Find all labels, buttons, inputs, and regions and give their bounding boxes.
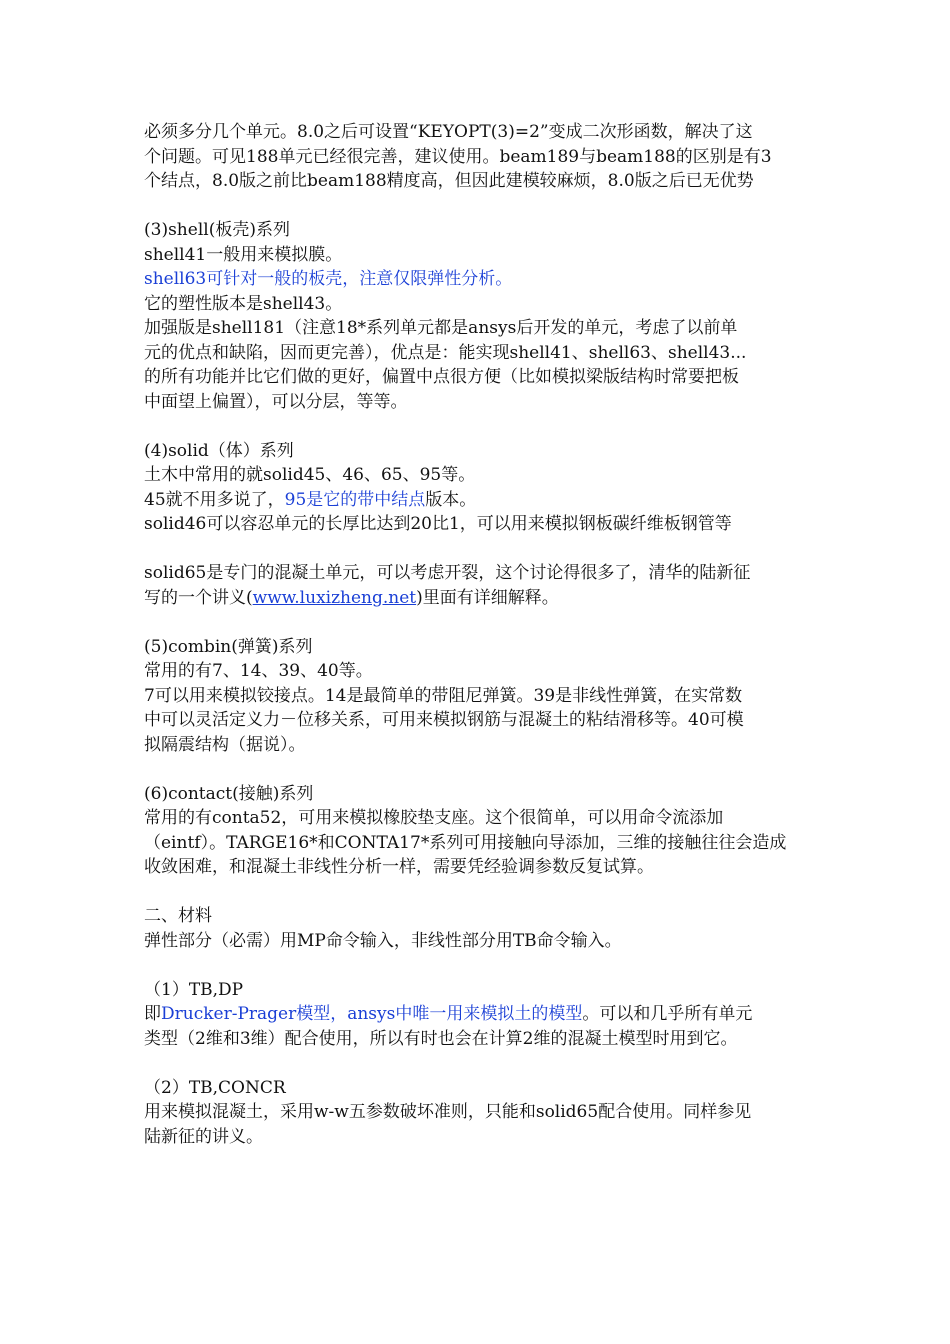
paragraph-line: 弹性部分（必需）用MP命令输入，非线性部分用TB命令输入。 bbox=[144, 930, 622, 951]
section-heading: 二、材料 bbox=[144, 906, 212, 926]
contact-section bbox=[144, 782, 816, 880]
paragraph-line: 拟隔震结构（据说）。 bbox=[144, 734, 306, 755]
solid-section bbox=[144, 439, 816, 611]
paragraph-line: 加强版是shell181（注意18*系列单元都是ansys后开发的单元，考虑了以前单 bbox=[144, 318, 738, 338]
subsection-heading: （2）TB,CONCR bbox=[144, 1077, 286, 1098]
paragraph-line bbox=[144, 488, 816, 513]
luxizheng-link[interactable]: www.luxizheng.net bbox=[252, 587, 417, 608]
subsection-heading: （1）TB,DP bbox=[144, 979, 244, 1000]
paragraph-line: 中面望上偏置），可以分层，等等。 bbox=[144, 391, 408, 412]
paragraph-line: 的所有功能并比它们做的更好，偏置中点很方便（比如模拟梁版结构时常要把板 bbox=[144, 367, 739, 387]
document-page bbox=[144, 120, 816, 1149]
section-heading: (6)contact(接触)系列 bbox=[144, 783, 314, 804]
text-run: 即 bbox=[144, 1004, 161, 1024]
paragraph-line bbox=[144, 586, 816, 611]
paragraph-line: solid65是专门的混凝土单元，可以考虑开裂，这个讨论得很多了，清华的陆新征 bbox=[144, 563, 751, 583]
highlighted-text: Drucker-Prager模型，ansys中唯一用来模拟土的模型 bbox=[161, 1004, 583, 1024]
section-heading: (3)shell(板壳)系列 bbox=[144, 220, 290, 240]
paragraph-line: shell41一般用来模拟膜。 bbox=[144, 244, 343, 265]
text-run: 写的一个讲义( bbox=[144, 587, 253, 608]
paragraph-line: 个结点，8.0版之前比beam188精度高，但因此建模较麻烦，8.0版之后已无优势 bbox=[144, 171, 754, 191]
combin-section bbox=[144, 635, 816, 758]
paragraph-line: solid46可以容忍单元的长厚比达到20比1，可以用来模拟钢板碳纤维板钢管等 bbox=[144, 514, 732, 534]
paragraph-line: 元的优点和缺陷，因而更完善），优点是：能实现shell41、shell63、shell43... bbox=[144, 342, 747, 363]
text-run: 45就不用多说了， bbox=[144, 489, 285, 510]
paragraph-line: 常用的有conta52，可用来模拟橡胶垫支座。这个很简单，可以用命令流添加 bbox=[144, 808, 724, 828]
text-run: )里面有详细解释。 bbox=[416, 587, 559, 608]
paragraph-line: （eintf）。TARGE16*和CONTA17*系列可用接触向导添加，三维的接触往往会造成 bbox=[144, 832, 787, 853]
paragraph-line: 必须多分几个单元。8.0之后可设置“KEYOPT(3)=2”变成二次形函数，解决了这 bbox=[144, 122, 753, 142]
paragraph-line: 7可以用来模拟铰接点。14是最简单的带阻尼弹簧。39是非线性弹簧，在实常数 bbox=[144, 685, 743, 706]
highlighted-line: shell63可针对一般的板壳，注意仅限弹性分析。 bbox=[144, 269, 513, 289]
paragraph-line: 常用的有7、14、39、40等。 bbox=[144, 661, 373, 681]
paragraph-line: 陆新征的讲义。 bbox=[144, 1126, 263, 1147]
beam-section bbox=[144, 120, 816, 194]
material-section bbox=[144, 904, 816, 1149]
section-heading: (4)solid（体）系列 bbox=[144, 440, 294, 461]
section-heading: (5)combin(弹簧)系列 bbox=[144, 636, 313, 657]
highlighted-text: 95是它的带中结点 bbox=[284, 489, 426, 510]
paragraph-line: 它的塑性版本是shell43。 bbox=[144, 293, 343, 314]
paragraph-line: 类型（2维和3维）配合使用，所以有时也会在计算2维的混凝土模型时用到它。 bbox=[144, 1028, 738, 1049]
shell-section bbox=[144, 218, 816, 414]
text-run: 。可以和几乎所有单元 bbox=[582, 1004, 753, 1024]
paragraph-line bbox=[144, 1002, 816, 1027]
paragraph-line: 收敛困难，和混凝土非线性分析一样，需要凭经验调参数反复试算。 bbox=[144, 857, 654, 877]
paragraph-line: 用来模拟混凝土，采用w-w五参数破坏准则，只能和solid65配合使用。同样参见 bbox=[144, 1102, 752, 1122]
paragraph-line: 个问题。可见188单元已经很完善，建议使用。beam189与beam188的区别是有3 bbox=[144, 146, 772, 167]
paragraph-line: 中可以灵活定义力－位移关系，可用来模拟钢筋与混凝土的粘结滑移等。40可模 bbox=[144, 710, 744, 730]
text-run: 版本。 bbox=[425, 489, 477, 510]
paragraph-line: 土木中常用的就solid45、46、65、95等。 bbox=[144, 465, 476, 485]
